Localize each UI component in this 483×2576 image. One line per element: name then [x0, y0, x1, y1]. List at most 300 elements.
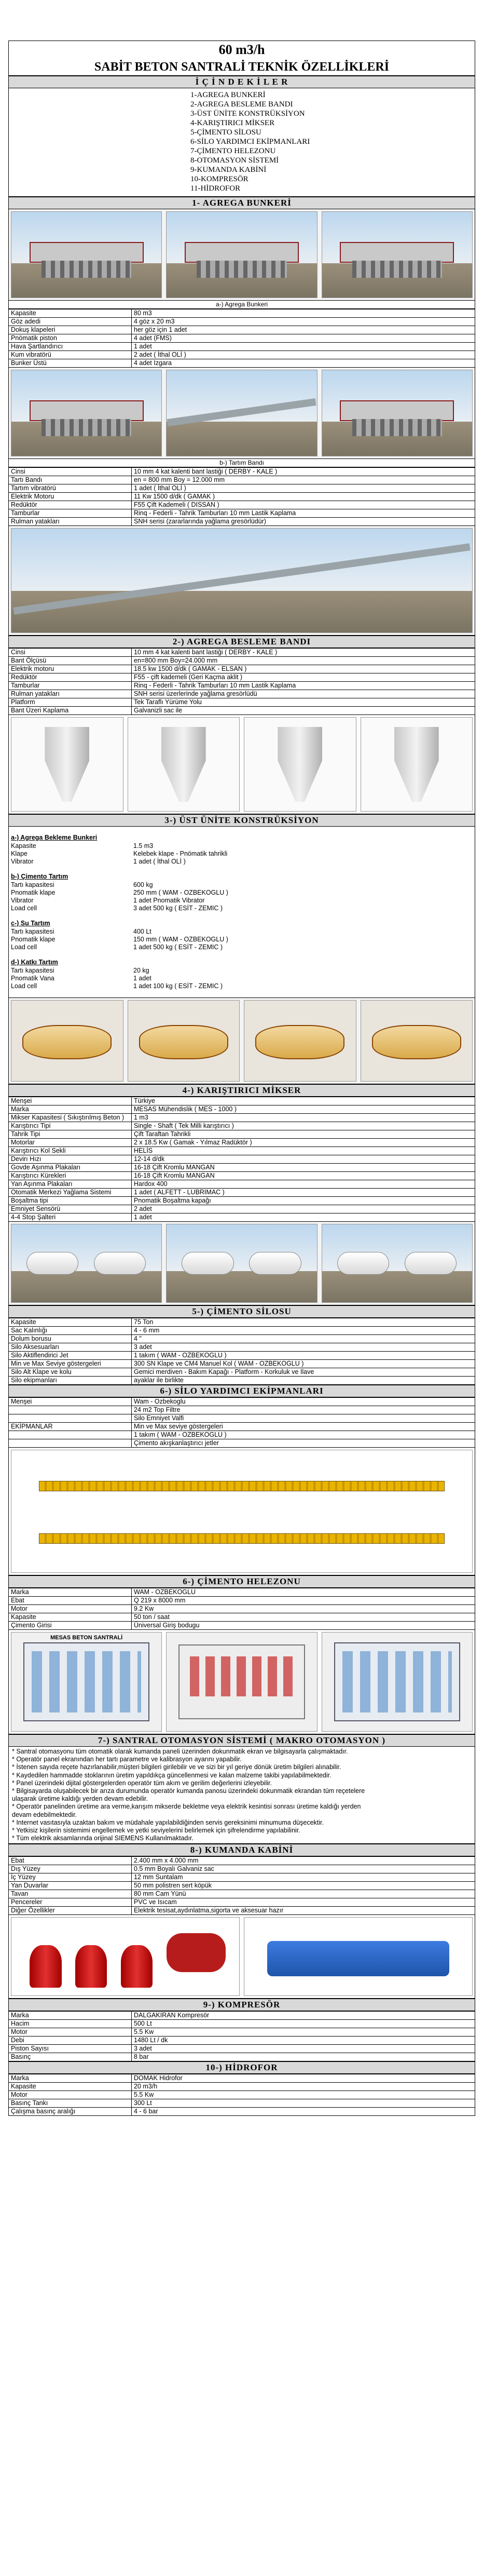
spec-row: [9, 1597, 475, 1605]
spec-key: Çimento Girisi: [9, 1622, 132, 1630]
spec-key: Tartı Bandı: [9, 476, 132, 484]
spec-value: 50 ton / saat: [132, 1613, 475, 1622]
subsection-heading: c-) Su Tartım: [8, 912, 475, 928]
spec-value: 3 adet: [132, 2045, 475, 2053]
spec-key: Hava Şartlandırıcı: [9, 343, 132, 351]
spec-row: [9, 673, 475, 682]
spec-row: [9, 334, 475, 343]
spec-key: Load cell: [11, 905, 37, 912]
spec-value: HELİS: [132, 1147, 475, 1155]
spec-value: 2 adet ( İthal OLİ ): [132, 351, 475, 359]
spec-value: 4 - 6 mm: [132, 1327, 475, 1335]
spec-row: [9, 2045, 475, 2053]
silo-photo: [11, 1224, 162, 1303]
spec-value: 4 - 6 bar: [132, 2108, 475, 2116]
toc-item: 4-KARIŞTIRICI MİKSER: [190, 119, 275, 127]
spec-value: 1 adet: [133, 975, 151, 982]
automation-note: * Operatör panel ekranından her tartı parametre ve kalibrasyon ayarını yapabilir.: [12, 1756, 242, 1763]
automation-note: * Tüm elektrik aksamlarında orijinal SIEMENS Kullanılmaktadır.: [12, 1835, 194, 1842]
spec-value: 80 mm Cam Yünü: [132, 1890, 475, 1898]
spec-key: Pnomatik klape: [11, 936, 56, 943]
spec-key: Silo Aksesuarları: [9, 1343, 132, 1352]
photo-row-silo: [8, 1222, 475, 1305]
spec-value: 12-14 d/dk: [132, 1155, 475, 1164]
spec-row: [9, 1907, 475, 1915]
spec-key: Göz adedi: [9, 318, 132, 326]
title-main: SABİT BETON SANTRALİ TEKNİK ÖZELLİKLERİ: [94, 60, 390, 74]
spec-value: 1 adet Pnomatik Vibrator: [133, 897, 205, 904]
spec-row: [9, 698, 475, 707]
spec-row: [9, 1097, 475, 1105]
pump-photo: [244, 1917, 473, 1996]
spec-row: [9, 657, 475, 665]
spec-value: 250 mm ( WAM - OZBEKOGLU ): [133, 889, 228, 896]
spec-key: Tahrik Tipi: [9, 1130, 132, 1139]
mixer-photo: [11, 1000, 123, 1082]
spec-value: 1.5 m3: [133, 842, 154, 849]
spec-value: 1 m3: [132, 1114, 475, 1122]
spec-row: [9, 2108, 475, 2116]
spec-value: Çift Taraftan Tahrikli: [132, 1130, 475, 1139]
spec-value: 3 adet: [132, 1343, 475, 1352]
toc-heading: İ Ç İ N D E K İ L E R: [8, 76, 475, 88]
spec-value: PVC ve Isıcam: [132, 1898, 475, 1907]
spec-key: Dış Yüzey: [9, 1865, 132, 1873]
spec-row: [9, 493, 475, 501]
toc-item: 11-HİDROFOR: [190, 184, 241, 193]
photo-row-screw: [8, 1448, 475, 1575]
spec-key: Vibrator: [11, 897, 34, 904]
spec-key: Kapasite: [9, 1613, 132, 1622]
spec-key: Redüktör: [9, 673, 132, 682]
spec-value: 20 m3/h: [132, 2083, 475, 2091]
spec-key: Pnomatik Vana: [11, 975, 54, 982]
subsection-rows: [8, 928, 475, 951]
spec-row: [9, 1368, 475, 1377]
spec-value: 12 mm Suntalam: [132, 1873, 475, 1882]
spec-row: [9, 1431, 475, 1439]
spec-row: [9, 707, 475, 715]
spec-row: [9, 359, 475, 368]
spec-value: 500 Lt: [132, 2020, 475, 2028]
spec-row: [9, 1414, 475, 1423]
spec-value: Türkiye: [132, 1097, 475, 1105]
spec-value: Silo Emniyet Valfi: [132, 1414, 475, 1423]
photo-row-automation: [8, 1630, 475, 1734]
spec-key: Marka: [9, 1588, 132, 1597]
section-1-heading: 1- AGREGA BUNKERİ: [8, 197, 475, 209]
title-capacity: 60 m3/h: [218, 42, 265, 57]
spec-value: 2 x 18.5 Kw ( Gamak - Yılmaz Radüktör ): [132, 1139, 475, 1147]
spec-key: Klape: [11, 850, 27, 857]
toc-item: 9-KUMANDA KABİNİ: [190, 166, 267, 174]
spec-key: Kapasite: [9, 1318, 132, 1327]
spec-key: [9, 1406, 132, 1414]
spec-key: Tamburlar: [9, 509, 132, 518]
screen-title: MESAS BETON SANTRALİ: [50, 1634, 123, 1641]
spec-row: [9, 690, 475, 698]
spec-row: [9, 2074, 475, 2083]
spec-key: Pnömatik piston: [9, 334, 132, 343]
spec-value: Gemici merdiven - Bakım Kapağı - Platform - Korkuluk ve Ilave: [132, 1368, 475, 1377]
weigh-belt-spec-table: [8, 467, 475, 526]
spec-key: Redüktör: [9, 501, 132, 509]
spec-row: [9, 1105, 475, 1114]
spec-row: [9, 1423, 475, 1431]
spec-key: Menşei: [9, 1097, 132, 1105]
spec-row: [9, 1180, 475, 1189]
spec-key: Kum vibratörü: [9, 351, 132, 359]
spec-key: Dokuş klapeleri: [9, 326, 132, 334]
spec-key: Debi: [9, 2036, 132, 2045]
spec-value: 150 mm ( WAM - OZBEKOGLU ): [133, 936, 228, 943]
weigh-belt-photo: [11, 370, 162, 456]
spec-value: Rinq - Federli - Tahrik Tamburları 10 mm Lastik Kaplama: [132, 682, 475, 690]
spec-value: 10 mm 4 kat kalenti bant lastiği ( DERBY - KALE ): [132, 649, 475, 657]
spec-value: Tek Taraflı Yürüme Yolu: [132, 698, 475, 707]
spec-row: [9, 318, 475, 326]
spec-key: Çalışma basınç aralığı: [9, 2108, 132, 2116]
spec-key: Boşaltma tipi: [9, 1197, 132, 1205]
automation-note: * Bilgisayarda oluşabilecek bir arıza durumunda operatör kumanda panosu üzerindeki dokunmatik ekrandan tüm reçetelere: [12, 1787, 365, 1795]
feed-belt-spec-table: [8, 648, 475, 715]
spec-key: Silo Aktiflendirici Jet: [9, 1352, 132, 1360]
screw-conveyor-photo: [11, 1450, 473, 1573]
photo-row-bunker: [8, 209, 475, 301]
subsection-heading: a-) Agrega Bekleme Bunkeri: [8, 827, 475, 842]
spec-row: [9, 351, 475, 359]
toc-item: 10-KOMPRESÖR: [190, 175, 249, 183]
compressor-photo: [11, 1917, 240, 1996]
spec-value: en = 800 mm Boy = 12.000 mm: [132, 476, 475, 484]
spec-key: Govde Aşınma Plakaları: [9, 1164, 132, 1172]
spec-key: Rulman yatakları: [9, 518, 132, 526]
spec-row: [9, 1130, 475, 1139]
spec-key: Mikser Kapasitesi ( Sıkıştırılmış Beton ): [9, 1114, 132, 1122]
spec-key: Platform: [9, 698, 132, 707]
silo-equipment-table: [8, 1397, 475, 1448]
spec-key: Cinsi: [9, 649, 132, 657]
toc-item: 7-ÇİMENTO HELEZONU: [190, 147, 276, 155]
spec-row: [9, 928, 475, 936]
control-cabinet-photo: [166, 1632, 317, 1732]
spec-row: [9, 1588, 475, 1597]
automation-note: * Yetkisiz kişilerin sistemimi engellemek ve yetki seviyelerini belirlemek için şifrelendirme yapılabilinir.: [12, 1827, 300, 1835]
spec-row: [9, 1352, 475, 1360]
mixer-photo: [361, 1000, 473, 1082]
spec-row: [9, 2083, 475, 2091]
spec-value: 1 takım ( WAM - OZBEKOGLU ): [132, 1352, 475, 1360]
automation-note: * Internet vasıtasıyla uzaktan bakım ve müdahale yapılabildiğinden servis gereksinimi minumuma düşecektir.: [12, 1818, 324, 1826]
spec-value: Galvanizli sac ile: [132, 707, 475, 715]
spec-key: Pencereler: [9, 1898, 132, 1907]
spec-row: [9, 889, 475, 897]
photo-row-weigh-belt: [8, 368, 475, 459]
spec-value: 8 bar: [132, 2053, 475, 2061]
spec-key: EKİPMANLAR: [9, 1423, 132, 1431]
spec-row: [9, 1122, 475, 1130]
spec-key: Load cell: [11, 943, 37, 951]
mixer-photo: [128, 1000, 240, 1082]
spec-value: SNH serisi üzerlerinde yağlama gresörlüdü: [132, 690, 475, 698]
spec-row: [9, 1155, 475, 1164]
spec-key: Vibrator: [11, 858, 34, 865]
spec-row: [9, 936, 475, 943]
spec-row: [9, 850, 475, 858]
spec-row: [9, 1882, 475, 1890]
section-3-heading: 3-) ÜST ÜNİTE KONSTRÜKSİYON: [8, 814, 475, 827]
spec-value: 2 adet: [132, 1205, 475, 1213]
spec-row: [9, 2012, 475, 2020]
spec-value: 20 kg: [133, 967, 149, 974]
spec-key: Karıştırıcı Kürekleri: [9, 1172, 132, 1180]
spec-row: [9, 897, 475, 905]
spec-key: Dolum borusu: [9, 1335, 132, 1343]
screw-spec-table: [8, 1588, 475, 1630]
spec-row: [9, 967, 475, 975]
spec-value: her göz için 1 adet: [132, 326, 475, 334]
toc-item: 8-OTOMASYON SİSTEMİ: [190, 156, 279, 165]
spec-value: 11 Kw 1500 d/dk ( GAMAK ): [132, 493, 475, 501]
spec-key: Tartı kapasitesi: [11, 967, 54, 974]
spec-row: [9, 1197, 475, 1205]
section-9-heading: 8-) KUMANDA KABİNİ: [8, 1844, 475, 1856]
spec-key: Emniyet Sensörü: [9, 1205, 132, 1213]
photo-row-upper-unit: [8, 715, 475, 814]
spec-key: Bant Ölçüsü: [9, 657, 132, 665]
spec-value: 4 adet Izgara: [132, 359, 475, 368]
spec-key: Kapasite: [9, 309, 132, 318]
spec-key: Basınç Tankı: [9, 2099, 132, 2108]
automation-note: * Operatör panelinden üretime ara verme,karışım mikserde bekletme veya elektrik kesintisi sonrası üretime kaldığı yerden: [12, 1803, 361, 1811]
spec-row: [9, 2020, 475, 2028]
photo-row-compressor: [8, 1915, 475, 1999]
spec-key: Elektrik Motoru: [9, 493, 132, 501]
spec-value: 1 adet: [132, 343, 475, 351]
upper-unit-groups: [8, 827, 475, 998]
spec-value: 600 kg: [133, 881, 153, 888]
spec-value: 1 adet ( İthal OLİ ): [132, 484, 475, 493]
spec-value: 3 adet 500 kg ( ESİT - ZEMIC ): [133, 905, 223, 912]
spec-row: [9, 1439, 475, 1448]
spec-key: Marka: [9, 2074, 132, 2083]
spec-value: Kelebek klape - Pnömatik tahrikli: [133, 850, 228, 857]
weigh-belt-photo: [322, 370, 473, 456]
spec-row: [9, 1398, 475, 1406]
spec-key: 4-4 Stop Şalteri: [9, 1213, 132, 1222]
silo-photo: [166, 1224, 317, 1303]
spec-key: Menşei: [9, 1398, 132, 1406]
spec-value: WAM - OZBEKOGLU: [132, 1588, 475, 1597]
subsection-rows: [8, 881, 475, 912]
spec-key: Diğer Özellikler: [9, 1907, 132, 1915]
spec-key: Ebat: [9, 1597, 132, 1605]
weigh-belt-caption: b-) Tartım Bandı: [8, 459, 475, 467]
subsection-heading: b-) Çimento Tartım: [8, 866, 475, 881]
spec-value: Çimento akışkanlaştırıcı jetler: [132, 1439, 475, 1448]
spec-row: [9, 1377, 475, 1385]
spec-value: 400 Lt: [133, 928, 151, 935]
spec-value: F55 - çift kademeli (Geri Kaçma aklit ): [132, 673, 475, 682]
spec-value: 1 adet: [132, 1213, 475, 1222]
document-title: [8, 41, 475, 76]
spec-row: [9, 2053, 475, 2061]
spec-value: 1 adet 500 kg ( ESİT - ZEMIC ): [133, 943, 223, 951]
toc-item: 6-SİLO YARDIMCI EKİPMANLARI: [190, 138, 310, 146]
spec-row: [9, 1147, 475, 1155]
spec-value: DOMAK Hidrofor: [132, 2074, 475, 2083]
spec-key: Ebat: [9, 1857, 132, 1865]
spec-row: [9, 1318, 475, 1327]
hopper-photo: [244, 717, 356, 812]
spec-row: [9, 1605, 475, 1613]
section-2-heading: 2-) AGREGA BESLEME BANDI: [8, 636, 475, 648]
spec-value: SNH serisi (zararlarında yağlama gresörlüdür): [132, 518, 475, 526]
spec-row: [9, 476, 475, 484]
spec-value: 16-18 Çift Kromlu MANGAN: [132, 1164, 475, 1172]
spec-key: [9, 1414, 132, 1423]
spec-row: [9, 1172, 475, 1180]
bunker-caption: a-) Agrega Bunkeri: [8, 301, 475, 309]
spec-key: Pnomatik klape: [11, 889, 56, 896]
bunker-spec-table: [8, 309, 475, 368]
spec-key: Bunker Üstü: [9, 359, 132, 368]
photo-row-feed-belt: [8, 526, 475, 636]
spec-value: 1 adet ( ALFETT - LUBRIMAC ): [132, 1189, 475, 1197]
spec-key: Sac Kalınlığı: [9, 1327, 132, 1335]
spec-value: 5.5 Kw: [132, 2028, 475, 2036]
spec-value: Q 219 x 8000 mm: [132, 1597, 475, 1605]
spec-key: Min ve Max Seviye göstergeleri: [9, 1360, 132, 1368]
spec-row: [9, 2099, 475, 2108]
spec-row: [9, 2091, 475, 2099]
spec-key: Yan Duvarlar: [9, 1882, 132, 1890]
spec-row: [9, 682, 475, 690]
spec-row: [9, 1164, 475, 1172]
subsection-heading: d-) Katkı Tartım: [8, 951, 475, 967]
spec-value: 4 adet (FMS): [132, 334, 475, 343]
spec-value: 75 Ton: [132, 1318, 475, 1327]
silo-photo: [322, 1224, 473, 1303]
control-panel-screen: [11, 1632, 162, 1732]
subsection-rows: [8, 967, 475, 990]
section-4-heading: 4-) KARIŞTIRICI MİKSER: [8, 1084, 475, 1097]
spec-value: 5.5 Kw: [132, 2091, 475, 2099]
spec-value: Üniversal Giriş bodugu: [132, 1622, 475, 1630]
spec-key: Piston Sayısı: [9, 2045, 132, 2053]
spec-value: 4 ": [132, 1335, 475, 1343]
spec-value: Elektrik tesisat,aydınlatma,sigorta ve aksesuar hazır: [132, 1907, 475, 1915]
spec-key: Silo Alt Klape ve kolu: [9, 1368, 132, 1377]
computer-screen-photo: [322, 1632, 473, 1732]
spec-key: Cinsi: [9, 468, 132, 476]
spec-value: Wam - Ozbekoglu: [132, 1398, 475, 1406]
spec-row: [9, 509, 475, 518]
spec-row: [9, 468, 475, 476]
spec-row: [9, 881, 475, 889]
spec-row: [9, 484, 475, 493]
automation-note: devam edebilmektedir.: [12, 1811, 77, 1818]
spec-value: MESAS Mühendislik ( MES - 1000 ): [132, 1105, 475, 1114]
spec-value: 1 adet ( İthal OLİ ): [133, 858, 186, 865]
spec-row: [9, 1205, 475, 1213]
spec-value: Pnomatik Boşaltma kapağı: [132, 1197, 475, 1205]
spec-row: [9, 309, 475, 318]
spec-key: Load cell: [11, 982, 37, 990]
mixer-photo: [244, 1000, 356, 1082]
spec-value: 4 göz x 20 m3: [132, 318, 475, 326]
spec-value: Hardox 400: [132, 1180, 475, 1189]
spec-key: Basınç: [9, 2053, 132, 2061]
spec-row: [9, 1865, 475, 1873]
spec-row: [9, 1327, 475, 1335]
spec-value: 300 Lt: [132, 2099, 475, 2108]
spec-key: İç Yüzey: [9, 1873, 132, 1882]
spec-row: [9, 1406, 475, 1414]
spec-key: Elektrik motoru: [9, 665, 132, 673]
spec-key: [9, 1431, 132, 1439]
spec-row: [9, 1898, 475, 1907]
spec-key: Hacim: [9, 2020, 132, 2028]
spec-key: Motor: [9, 1605, 132, 1613]
spec-row: [9, 1213, 475, 1222]
spec-row: [9, 2028, 475, 2036]
spec-value: 10 mm 4 kat kalenti bant lastiği ( DERBY - KALE ): [132, 468, 475, 476]
hydrophore-spec-table: [8, 2074, 475, 2116]
spec-row: [9, 1335, 475, 1343]
bunker-photo: [11, 211, 162, 298]
section-8-heading: 7-) SANTRAL OTOMASYON SİSTEMİ ( MAKRO OTOMASYON ): [8, 1734, 475, 1747]
automation-note: ulaşarak üretime kaldığı yerden devam edebilir.: [12, 1795, 148, 1803]
automation-note: * Kaydedilen hammadde stoklarının üretim yapıldıkça güncellenmesi ve kalan malzeme takibi yapılabilmektedir.: [12, 1771, 332, 1779]
spec-value: Rinq - Federli - Tahrik Tamburları 10 mm Lastik Kaplama: [132, 509, 475, 518]
spec-row: [9, 858, 475, 866]
spec-row: [9, 975, 475, 982]
spec-key: Devirı Hızı: [9, 1155, 132, 1164]
spec-key: Bant Üzeri Kaplama: [9, 707, 132, 715]
spec-value: en=800 mm Boy=24.000 mm: [132, 657, 475, 665]
spec-value: Min ve Max seviye göstergeleri: [132, 1423, 475, 1431]
spec-key: Tartı kapasitesi: [11, 881, 54, 888]
spec-row: [9, 343, 475, 351]
automation-note: * Santral otomasyonu tüm otomatik olarak kumanda paneli üzerinden dokunmatik ekran ve bilgisayarla çalışmaktadır.: [12, 1748, 348, 1755]
automation-notes: [8, 1747, 475, 1844]
spec-row: [9, 1613, 475, 1622]
section-7-heading: 6-) ÇİMENTO HELEZONU: [8, 1575, 475, 1588]
spec-value: 1 takım ( WAM - OZBEKOGLU ): [132, 1431, 475, 1439]
spec-value: 18.5 kw 1500 d/dk ( GAMAK - ELSAN ): [132, 665, 475, 673]
spec-key: Motorlar: [9, 1139, 132, 1147]
hopper-photo: [361, 717, 473, 812]
spec-value: ayaklar ile birlikte: [132, 1377, 475, 1385]
spec-value: 80 m3: [132, 309, 475, 318]
section-11-heading: 10-) HİDROFOR: [8, 2061, 475, 2074]
spec-key: [9, 1439, 132, 1448]
spec-row: [9, 1343, 475, 1352]
silo-spec-table: [8, 1318, 475, 1385]
spec-value: Single - Shaft ( Tek Milli karıştırıcı ): [132, 1122, 475, 1130]
toc-item: 5-ÇİMENTO SİLOSU: [190, 128, 261, 137]
spec-row: [9, 518, 475, 526]
bunker-photo: [322, 211, 473, 298]
spec-key: Tartı kapasitesi: [11, 928, 54, 935]
feed-belt-photo: [11, 528, 473, 633]
spec-row: [9, 649, 475, 657]
spec-value: 0.5 mm Boyalı Galvaniz sac: [132, 1865, 475, 1873]
bunker-photo: [166, 211, 317, 298]
section-10-heading: 9-) KOMPRESÖR: [8, 1999, 475, 2011]
spec-key: Otomatik Merkezi Yağlama Sistemi: [9, 1189, 132, 1197]
